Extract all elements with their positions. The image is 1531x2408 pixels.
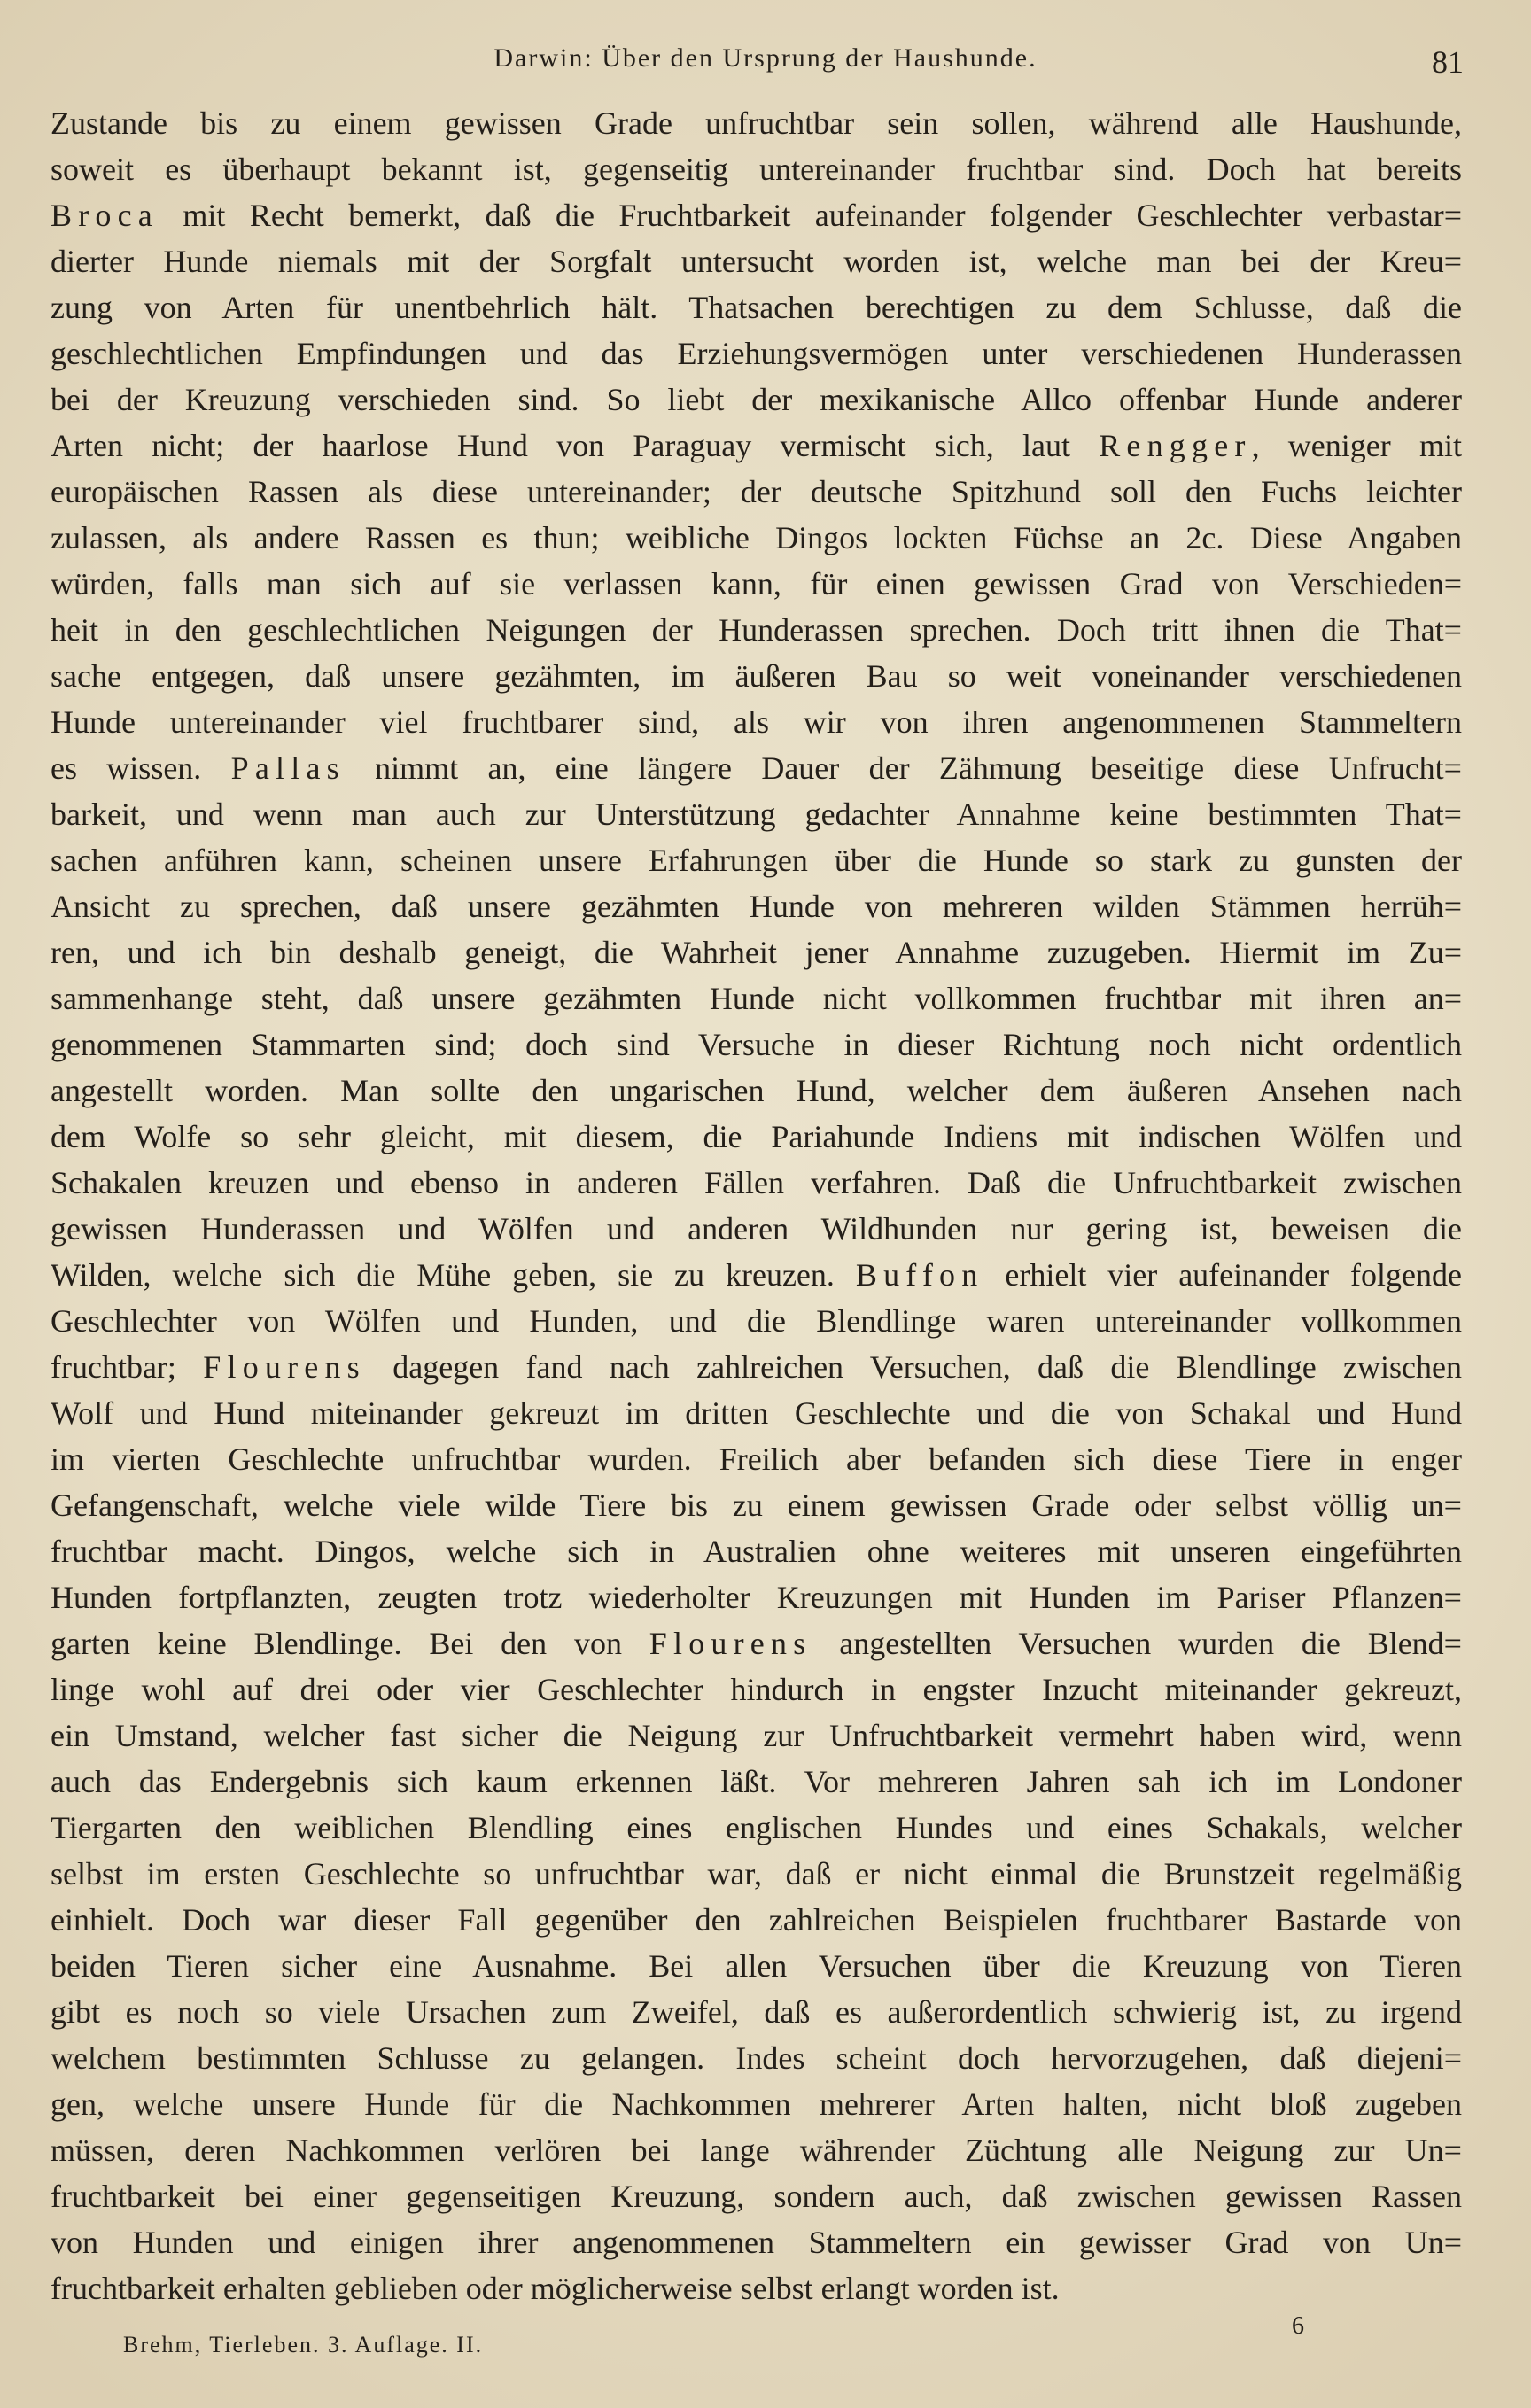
running-head: Darwin: Über den Ursprung der Haushunde. — [493, 43, 1038, 73]
line-text: sache entgegen, daß unsere gezähmten, im äußeren Bau so weit voneinander verschiedenen — [51, 658, 1462, 694]
emphasized-name: Broca — [51, 198, 159, 233]
line-text: angestellt worden. Man sollte den ungarischen Hund, welcher dem äußeren Ansehen nach — [51, 1073, 1462, 1108]
line-text: einhielt. Doch war dieser Fall gegenüber den zahlreichen Beispielen fruchtbarer Bastarde von — [51, 1902, 1462, 1938]
page-number: 81 — [1432, 44, 1464, 80]
line-text: selbst im ersten Geschlechte so unfruchtbar war, daß er nicht einmal die Brunstzeit regelmäßig — [51, 1856, 1462, 1891]
line-text: dem Wolfe so sehr gleicht, mit diesem, die Pariahunde Indiens mit indischen Wölfen und — [51, 1119, 1462, 1154]
emphasized-name: Buffon — [855, 1257, 984, 1293]
text-line — [51, 192, 1462, 238]
line-text: soweit es überhaupt bekannt ist, gegenseitig untereinander fruchtbar sind. Doch hat bereits — [51, 151, 1462, 187]
line-text: Geschlechter von Wölfen und Hunden, und die Blendlinge waren untereinander vollkommen — [51, 1303, 1462, 1339]
text-line — [51, 1252, 1462, 1298]
line-text: ren, und ich bin deshalb geneigt, die Wahrheit jener Annahme zuzugeben. Hiermit im Zu= — [51, 935, 1462, 970]
text-line — [51, 238, 1462, 284]
text-line — [51, 1851, 1462, 1897]
text-line — [51, 1759, 1462, 1805]
text-line — [51, 146, 1462, 192]
text-line — [51, 653, 1462, 699]
text-line — [51, 561, 1462, 607]
line-text: dierter Hunde niemals mit der Sorgfalt untersucht worden ist, welche man bei der Kreu= — [51, 244, 1462, 279]
text-line — [51, 1390, 1462, 1436]
text-line — [51, 469, 1462, 515]
line-text: Hunden fortpflanzten, zeugten trotz wiederholter Kreuzungen mit Hunden im Pariser Pflanzen= — [51, 1580, 1462, 1615]
line-text: erhielt vier aufeinander folgende — [983, 1257, 1462, 1293]
text-line — [51, 1805, 1462, 1851]
line-text: sachen anführen kann, scheinen unsere Erfahrungen über die Hunde so stark zu gunsten der — [51, 843, 1462, 878]
text-line — [51, 1620, 1462, 1666]
line-text: Zustande bis zu einem gewissen Grade unfruchtbar sein sollen, während alle Haushunde, — [51, 105, 1462, 141]
line-text: bei der Kreuzung verschieden sind. So liebt der mexikanische Allco offenbar Hunde anderer — [51, 382, 1462, 417]
text-line — [51, 929, 1462, 975]
line-text: zulassen, als andere Rassen es thun; weibliche Dingos lockten Füchse an 2c. Diese Angaben — [51, 520, 1462, 555]
line-text: Wolf und Hund miteinander gekreuzt im dritten Geschlechte und die von Schakal und Hund — [51, 1395, 1462, 1431]
text-line — [51, 423, 1462, 469]
line-text: im vierten Geschlechte unfruchtbar wurden. Freilich aber befanden sich diese Tiere in enger — [51, 1441, 1462, 1477]
line-text: geschlechtlichen Empfindungen und das Erziehungsvermögen unter verschiedenen Hunderassen — [51, 336, 1462, 371]
line-text: Ansicht zu sprechen, daß unsere gezähmten Hunde von mehreren wilden Stämmen herrüh= — [51, 889, 1462, 924]
text-line — [51, 1989, 1462, 2035]
text-line — [51, 837, 1462, 883]
text-line — [51, 1574, 1462, 1620]
text-line — [51, 515, 1462, 561]
text-line — [51, 1482, 1462, 1528]
line-text: angestellten Versuchen wurden die Blend= — [812, 1626, 1462, 1661]
text-line — [51, 1943, 1462, 1989]
text-line — [51, 1021, 1462, 1068]
line-text: , weniger mit — [1251, 428, 1462, 463]
line-text: sammenhange steht, daß unsere gezähmten Hunde nicht vollkommen fruchtbar mit ihren an= — [51, 981, 1462, 1016]
text-line — [51, 1713, 1462, 1759]
line-text: nimmt an, eine längere Dauer der Zähmung beseitige diese Unfrucht= — [345, 750, 1462, 786]
line-text: es wissen. — [51, 750, 231, 786]
line-text: müssen, deren Nachkommen verlören bei lange währender Züchtung alle Neigung zur Un= — [51, 2132, 1462, 2168]
text-line — [51, 883, 1462, 929]
line-text: linge wohl auf drei oder vier Geschlechter hindurch in engster Inzucht miteinander gekreuzt, — [51, 1672, 1462, 1707]
line-text: gibt es noch so viele Ursachen zum Zweifel, daß es außerordentlich schwierig ist, zu irgend — [51, 1994, 1462, 2030]
line-text: Arten nicht; der haarlose Hund von Paraguay vermischt sich, laut — [51, 428, 1100, 463]
line-text: Schakalen kreuzen und ebenso in anderen Fällen verfahren. Daß die Unfruchtbarkeit zwischen — [51, 1165, 1462, 1200]
text-line — [51, 330, 1462, 377]
text-line — [51, 607, 1462, 653]
emphasized-name: Rengger — [1099, 428, 1252, 463]
text-line — [51, 1298, 1462, 1344]
text-line — [51, 791, 1462, 837]
line-text: garten keine Blendlinge. Bei den von — [51, 1626, 649, 1661]
line-text: zung von Arten für unentbehrlich hält. Thatsachen berechtigen zu dem Schlusse, daß die — [51, 290, 1462, 325]
line-text: fruchtbar; — [51, 1349, 204, 1385]
line-text: auch das Endergebnis sich kaum erkennen läßt. Vor mehreren Jahren sah ich im Londoner — [51, 1764, 1462, 1799]
line-text: fruchtbar macht. Dingos, welche sich in Australien ohne weiteres mit unseren eingeführten — [51, 1534, 1462, 1569]
text-line — [51, 377, 1462, 423]
line-text: europäischen Rassen als diese untereinander; der deutsche Spitzhund soll den Fuchs leichter — [51, 474, 1462, 509]
line-text: beiden Tieren sicher eine Ausnahme. Bei allen Versuchen über die Kreuzung von Tieren — [51, 1948, 1462, 1984]
text-line — [51, 1897, 1462, 1943]
text-line — [51, 2219, 1462, 2265]
line-text: von Hunden und einigen ihrer angenommenen Stammeltern ein gewisser Grad von Un= — [51, 2225, 1462, 2260]
line-text: würden, falls man sich auf sie verlassen kann, für einen gewissen Grad von Verschieden= — [51, 566, 1462, 602]
text-line — [51, 1344, 1462, 1390]
line-text: heit in den geschlechtlichen Neigungen der Hunderassen sprechen. Doch tritt ihnen die That= — [51, 612, 1462, 648]
body-text — [51, 100, 1462, 2311]
line-text: mit Recht bemerkt, daß die Fruchtbarkeit aufeinander folgender Geschlechter verbastar= — [158, 198, 1462, 233]
line-text: fruchtbarkeit bei einer gegenseitigen Kreuzung, sondern auch, daß zwischen gewissen Rassen — [51, 2179, 1462, 2214]
line-text: Tiergarten den weiblichen Blendling eines englischen Hundes und eines Schakals, welcher — [51, 1810, 1462, 1845]
text-line — [51, 2173, 1462, 2219]
line-text: gen, welche unsere Hunde für die Nachkommen mehrerer Arten halten, nicht bloß zugeben — [51, 2086, 1462, 2122]
line-text: gewissen Hunderassen und Wölfen und anderen Wildhunden nur gering ist, beweisen die — [51, 1211, 1462, 1247]
text-line — [51, 2081, 1462, 2127]
line-text: dagegen fand nach zahlreichen Versuchen, daß die Blendlinge zwischen — [365, 1349, 1462, 1385]
line-text: barkeit, und wenn man auch zur Unterstützung gedachter Annahme keine bestimmten That= — [51, 796, 1462, 832]
text-line — [51, 2035, 1462, 2081]
footer-signature: Brehm, Tierleben. 3. Auflage. II. — [123, 2332, 484, 2358]
text-line — [51, 100, 1462, 146]
text-line — [51, 699, 1462, 745]
line-text: Gefangenschaft, welche viele wilde Tiere bis zu einem gewissen Grade oder selbst völlig un= — [51, 1488, 1462, 1523]
text-line — [51, 1068, 1462, 1114]
text-line — [51, 745, 1462, 791]
line-text: Hunde untereinander viel fruchtbarer sind, als wir von ihren angenommenen Stammeltern — [51, 704, 1462, 740]
line-text: fruchtbarkeit erhalten geblieben oder möglicherweise selbst erlangt worden ist. — [51, 2271, 1060, 2306]
text-line — [51, 1160, 1462, 1206]
line-text: welchem bestimmten Schlusse zu gelangen. Indes scheint doch hervorzugehen, daß diejeni= — [51, 2040, 1462, 2076]
sheet-number: 6 — [1292, 2312, 1304, 2340]
text-line — [51, 2127, 1462, 2173]
text-line — [51, 1436, 1462, 1482]
text-line — [51, 1666, 1462, 1713]
text-line — [51, 1114, 1462, 1160]
emphasized-name: Flourens — [203, 1349, 366, 1385]
emphasized-name: Flourens — [649, 1626, 812, 1661]
text-line — [51, 2265, 1462, 2311]
text-line — [51, 284, 1462, 330]
line-text: Wilden, welche sich die Mühe geben, sie zu kreuzen. — [51, 1257, 856, 1293]
line-text: genommenen Stammarten sind; doch sind Versuche in dieser Richtung noch nicht ordentlich — [51, 1027, 1462, 1062]
text-line — [51, 975, 1462, 1021]
line-text: ein Umstand, welcher fast sicher die Neigung zur Unfruchtbarkeit vermehrt haben wird, wenn — [51, 1718, 1462, 1753]
text-line — [51, 1206, 1462, 1252]
text-line — [51, 1528, 1462, 1574]
emphasized-name: Pallas — [230, 750, 346, 786]
